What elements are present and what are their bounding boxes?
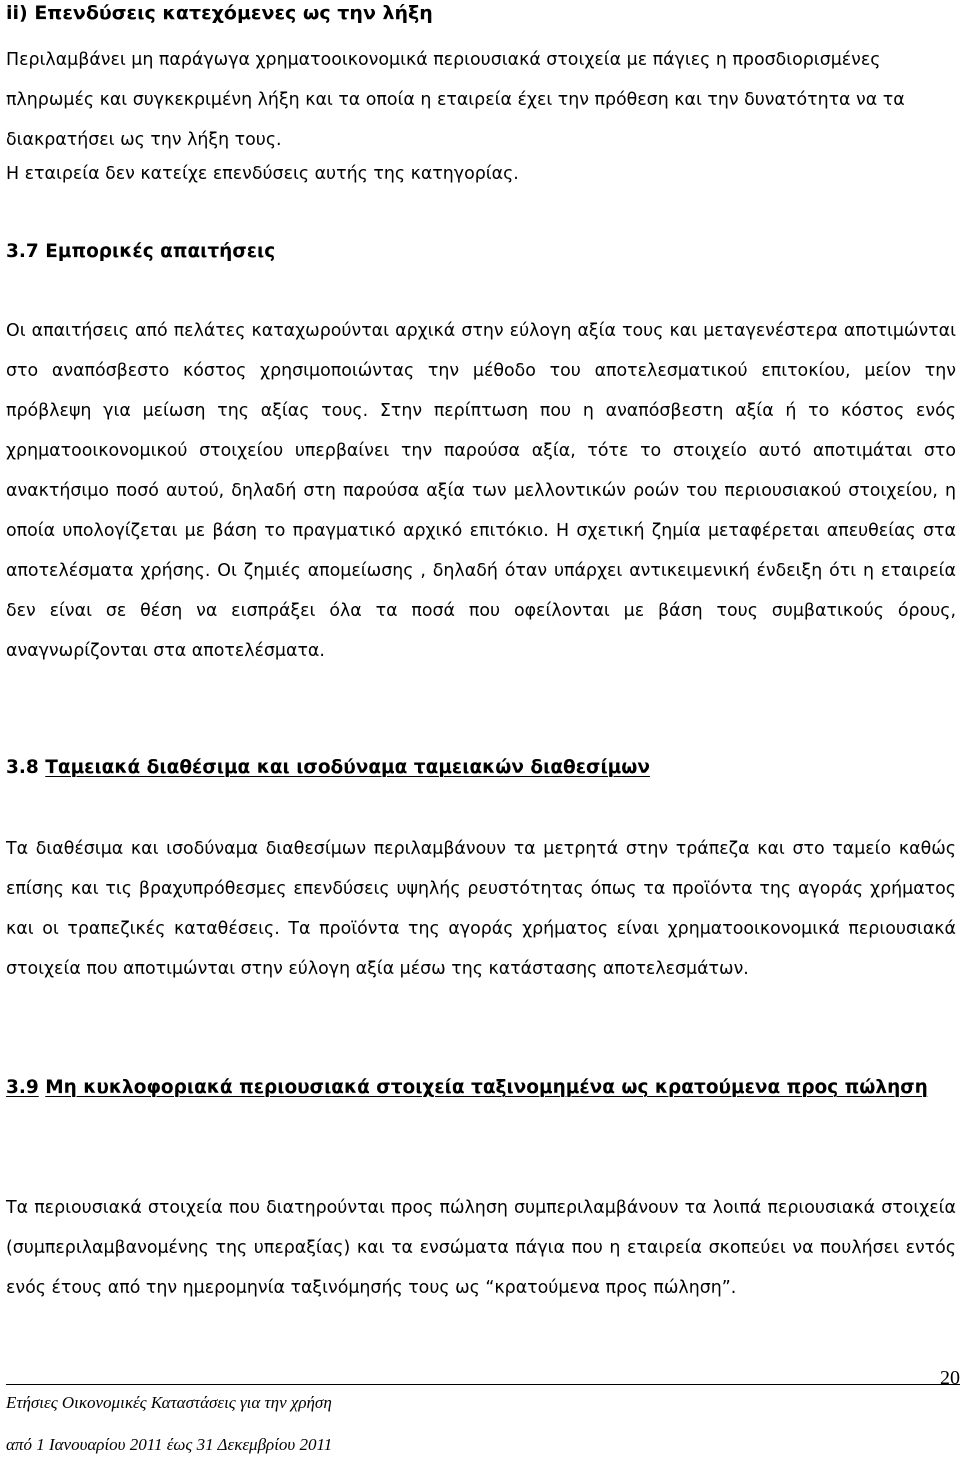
section-ii-title: ii) Επενδύσεις κατεχόμενες ως την λήξη xyxy=(6,2,433,24)
section-ii-paragraph-2: Η εταιρεία δεν κατείχε επενδύσεις αυτής της κατηγορίας. xyxy=(6,164,519,184)
section-3-7-title: 3.7 Εμπορικές απαιτήσεις xyxy=(6,241,276,262)
section-3-9-title: Μη κυκλοφοριακά περιουσιακά στοιχεία ταξινομημένα ως κρατούμενα προς πώληση xyxy=(45,1077,928,1098)
footer-period: από 1 Ιανουαρίου 2011 έως 31 Δεκεμβρίου 2011 xyxy=(6,1435,333,1454)
section-3-7-body: Οι απαιτήσεις από πελάτες καταχωρούνται αρχικά στην εύλογη αξία τους και μεταγενέστερα αποτιμώνται στο αναπόσβεστο κόστος χρησιμοποιώντας την μέθοδο του αποτελεσματικού επιτοκίου, μείον την πρόβλεψη για μείωση της αξίας τους. Στην περίπτωση που η αναπόσβεστη αξία ή το κόστος ενός χρηματοοικονομικού στοιχείου υπερβαίνει την παρούσα αξία, τότε το στοιχείο αυτό αποτιμάται στο ανακτήσιμο ποσό αυτού, δηλαδή στη παρούσα αξία των μελλοντικών ροών του περιουσιακού στοιχείου, η οποία υπολογίζεται με βάση το πραγματικό αρχικό επιτόκιο. Η σχετική ζημία μεταφέρεται απευθείας στα αποτελέσματα χρήσης. Οι ζημιές απομείωσης , δηλαδή όταν υπάρχει αντικειμενική ένδειξη ότι η εταιρεία δεν είναι σε θέση να εισπράξει όλα τα ποσά που οφείλονται με βάση τους συμβατικούς όρους, αναγνωρίζονται στα αποτελέσματα. xyxy=(6,321,956,661)
footer-report-title: Ετήσιες Οικονομικές Καταστάσεις για την χρήση xyxy=(6,1393,332,1412)
section-3-8-heading xyxy=(6,748,956,788)
section-3-9-body: Τα περιουσιακά στοιχεία που διατηρούνται προς πώληση συμπεριλαμβάνουν τα λοιπά περιουσιακά στοιχεία (συμπεριλαμβανομένης της υπεραξίας) και τα ενσώματα πάγια που η εταιρεία σκοπεύει να πουλήσει εντός ενός έτους από την ημερομηνία ταξινόμησής τους ως “κρατούμενα προς πώληση”. xyxy=(6,1198,956,1298)
page-number: 20 xyxy=(940,1367,960,1389)
section-3-9-number: 3.9 xyxy=(6,1077,39,1098)
section-3-9-heading xyxy=(6,1068,956,1108)
page-footer xyxy=(6,1367,960,1454)
section-3-8-number: 3.8 xyxy=(6,757,39,778)
section-3-8-title: Ταμειακά διαθέσιμα και ισοδύναμα ταμειακών διαθεσίμων xyxy=(45,757,650,778)
section-ii-paragraph-1: Περιλαμβάνει μη παράγωγα χρηματοοικονομικά περιουσιακά στοιχεία με πάγιες η προσδιορισμένες πληρωμές και συγκεκριμένη λήξη και τα οποία η εταιρεία έχει την πρόθεση και την δυνατότητα να τα διακρατήσει ως την λήξη τους. xyxy=(6,50,905,150)
section-3-8-body: Τα διαθέσιμα και ισοδύναμα διαθεσίμων περιλαμβάνουν τα μετρητά στην τράπεζα και στο ταμείο καθώς επίσης και τις βραχυπρόθεσμες επενδύσεις υψηλής ρευστότητας όπως τα προϊόντα της αγοράς χρήματος και οι τραπεζικές καταθέσεις. Τα προϊόντα της αγοράς χρήματος είναι χρηματοοικονομικά περιουσιακά στοιχεία που αποτιμώνται στην εύλογη αξία μέσω της κατάστασης αποτελεσμάτων. xyxy=(6,839,956,979)
